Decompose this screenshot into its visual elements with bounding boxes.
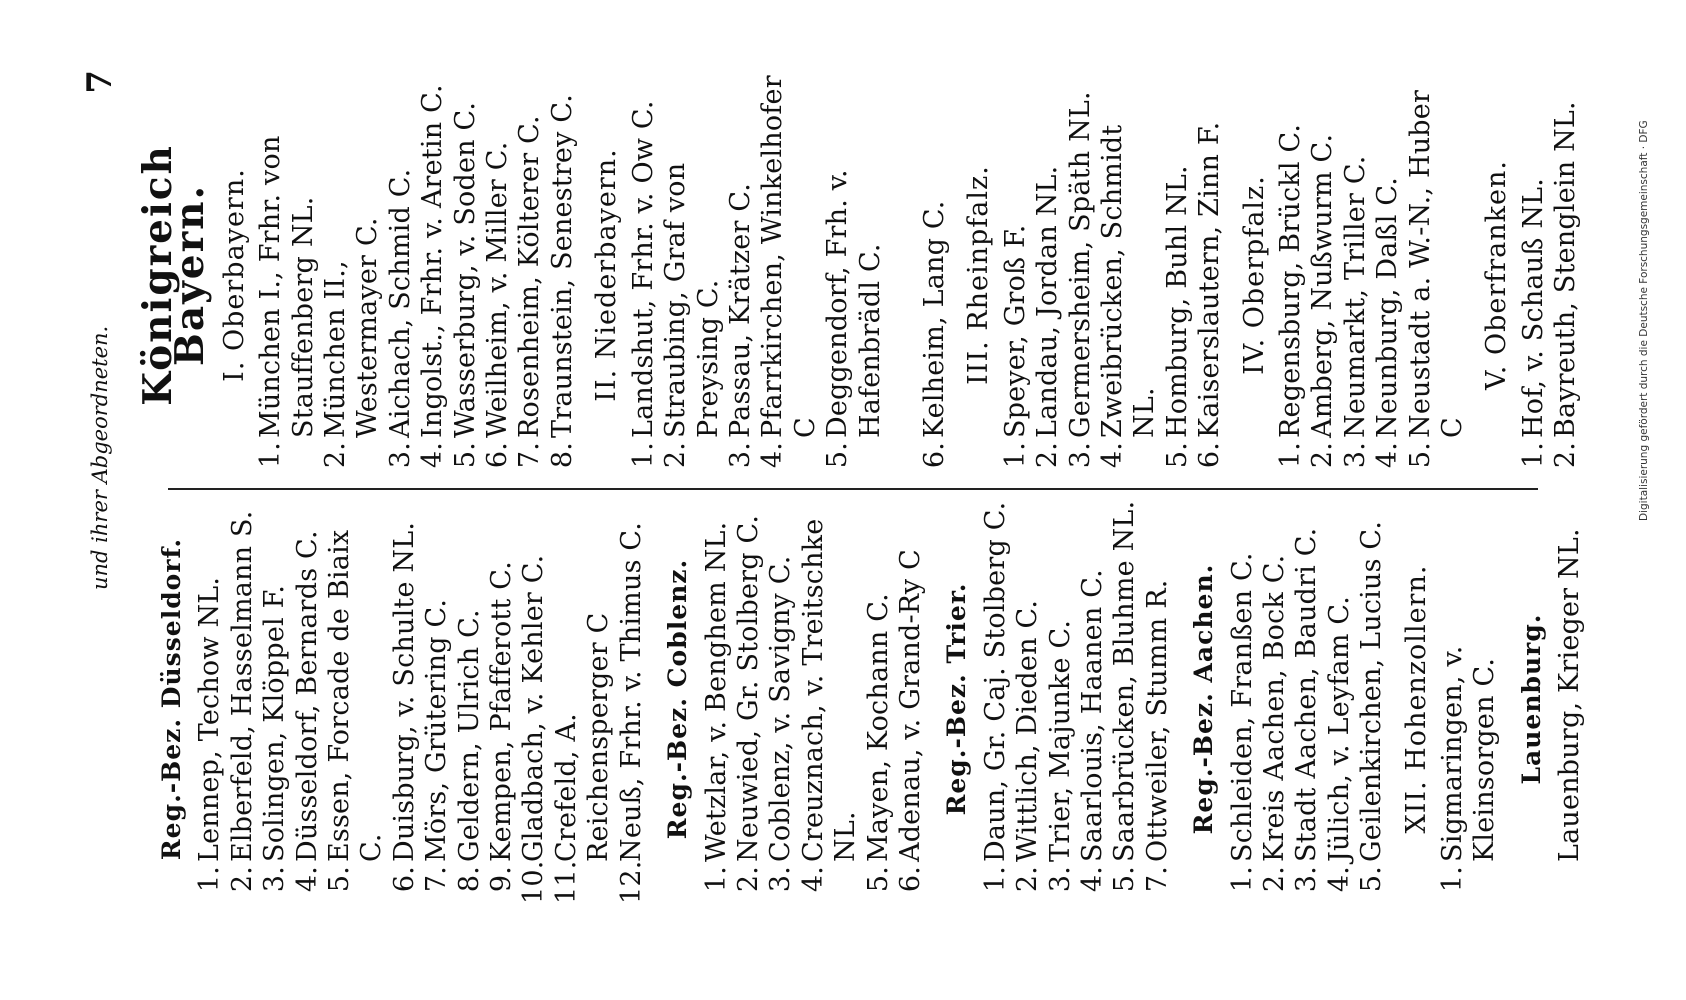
entry-row bbox=[863, 494, 895, 904]
entry-row bbox=[895, 494, 927, 904]
entry-text: Kempen, Pfafferott C. bbox=[486, 561, 518, 862]
entry-row bbox=[1065, 70, 1097, 480]
entry-text: Mörs, Grütering C. bbox=[421, 598, 453, 862]
entry-number: 1. bbox=[1275, 442, 1306, 469]
entry-row bbox=[1437, 494, 1502, 904]
entry-number: 2. bbox=[1550, 442, 1582, 469]
right-column bbox=[135, 70, 1583, 480]
entry-number: 1. bbox=[194, 866, 226, 893]
entry-text: Düsseldorf, Bernards C. bbox=[291, 530, 323, 862]
entry-number: 1. bbox=[700, 866, 732, 893]
entry-number: 1. bbox=[999, 442, 1031, 469]
entry-text: Deggendorf, Frh. v. Hafenbrädl C. bbox=[822, 169, 886, 438]
section-heading: I. Oberbayern. bbox=[218, 168, 250, 382]
entry-row bbox=[1227, 494, 1259, 904]
entry-text: Neunburg, Daßl C. bbox=[1372, 176, 1404, 438]
entry-row bbox=[551, 494, 616, 904]
entry-row bbox=[1000, 70, 1032, 480]
entry-text: Wetzlar, v. Benghem NL. bbox=[700, 521, 732, 862]
entry-text: Mayen, Kochann C. bbox=[862, 593, 894, 862]
entry-text: Passau, Krätzer C. bbox=[724, 182, 756, 438]
section-heading: IV. Oberpfalz. bbox=[1238, 175, 1270, 375]
entry-number: 2. bbox=[320, 442, 352, 469]
entry-row bbox=[292, 494, 324, 904]
entry-text: Saarbrücken, Bluhme NL. bbox=[1109, 500, 1141, 862]
entry-text: Weilheim, v. Miller C. bbox=[482, 141, 514, 438]
entry-text: Wasserburg, v. Soden C. bbox=[449, 101, 481, 438]
entry-row bbox=[798, 494, 863, 904]
entry-text: München I., Frhr. von Stauffenberg NL. bbox=[255, 135, 319, 438]
entry-number: 2. bbox=[226, 866, 258, 893]
entry-text: Speyer, Groß F. bbox=[999, 224, 1031, 438]
entry-row bbox=[1012, 494, 1044, 904]
entry-row bbox=[1097, 70, 1162, 480]
entry-row bbox=[1372, 70, 1404, 480]
section-heading: II. Niederbayern. bbox=[591, 148, 623, 402]
entry-row bbox=[324, 494, 389, 904]
entry-number: 1. bbox=[255, 442, 287, 469]
entry-row bbox=[919, 70, 951, 480]
entry-text: Lennep, Techow NL. bbox=[194, 576, 226, 862]
running-head-title: und ihrer Abgeordneten. bbox=[88, 325, 112, 590]
entry-row bbox=[1324, 494, 1356, 904]
section-heading: Lauenburg. bbox=[1516, 613, 1546, 785]
entry-text: Neuß, Frhr. v. Thimus C. bbox=[615, 521, 647, 862]
entry-row bbox=[628, 70, 660, 480]
entry-number: 2. bbox=[1032, 442, 1064, 469]
column-divider bbox=[168, 488, 1538, 490]
entry-row bbox=[1142, 494, 1174, 904]
page-number: 7 bbox=[80, 70, 120, 94]
entry-row bbox=[1109, 494, 1141, 904]
entry-number: 4. bbox=[417, 442, 449, 469]
entry-row bbox=[1032, 70, 1064, 480]
entry-number: 8. bbox=[453, 866, 485, 893]
entry-text: Amberg, Nußwurm C. bbox=[1307, 133, 1339, 438]
entry-number: 3. bbox=[724, 442, 756, 469]
entry-row bbox=[1077, 494, 1109, 904]
entry-text: Sigmaringen, v. Kleinsorgen C. bbox=[1437, 645, 1501, 862]
entry-text: Crefeld, A. Reichensperger C bbox=[550, 612, 615, 862]
entry-row bbox=[259, 494, 291, 904]
entry-text: Creuznach, v. Treitschke NL. bbox=[797, 518, 862, 862]
entry-number: 6. bbox=[1194, 442, 1226, 469]
entry-row bbox=[385, 70, 417, 480]
entry-number: 3. bbox=[259, 866, 291, 893]
entry-row bbox=[1275, 70, 1307, 480]
entry-text: Jülich, v. Leyfam C. bbox=[1323, 595, 1355, 862]
entry-number: 7. bbox=[1141, 866, 1173, 893]
section-heading: Reg.-Bez. Trier. bbox=[942, 582, 972, 816]
entry-text: Traunstein, Senestrey C. bbox=[546, 93, 578, 438]
entry-text: Essen, Forcade de Biaix C. bbox=[324, 529, 388, 862]
entry-row bbox=[616, 494, 648, 904]
entry-number: 1. bbox=[1517, 442, 1549, 469]
entry-number: 5. bbox=[1161, 442, 1193, 469]
entry-number: 6. bbox=[388, 866, 420, 893]
entry-text: Schleiden, Franßen C. bbox=[1226, 552, 1258, 862]
entry-number: 1. bbox=[979, 866, 1011, 893]
section-heading: V. Oberfranken. bbox=[1481, 160, 1513, 390]
entry-number: 5. bbox=[822, 442, 854, 469]
entry-row bbox=[482, 70, 514, 480]
entry-number: 3. bbox=[1339, 442, 1371, 469]
entry-text: Landshut, Frhr. v. Ow C. bbox=[627, 100, 659, 438]
entry-number: 4. bbox=[1076, 866, 1108, 893]
entry-text: München II., Westermayer C. bbox=[320, 217, 384, 438]
entry-number: 6. bbox=[482, 442, 514, 469]
entry-text: Homburg, Buhl NL. bbox=[1161, 165, 1193, 438]
entry-number: 1. bbox=[627, 442, 659, 469]
entry-row bbox=[822, 70, 887, 480]
entry-text: Ottweiler, Stumm R. bbox=[1141, 579, 1173, 862]
entry-number: 1. bbox=[1437, 866, 1469, 893]
entry-text: Adenau, v. Grand-Ry C bbox=[894, 549, 926, 862]
entry-row bbox=[514, 70, 546, 480]
entry-text: Pfarrkirchen, Winkelhofer C bbox=[757, 75, 821, 438]
entry-text: Landau, Jordan NL. bbox=[1032, 165, 1064, 438]
entry-row bbox=[547, 70, 579, 480]
entry-row bbox=[417, 70, 449, 480]
entry-number: 3. bbox=[384, 442, 416, 469]
entry-text: Germersheim, Späth NL. bbox=[1064, 91, 1096, 438]
entry-text: Saarlouis, Haanen C. bbox=[1076, 569, 1108, 862]
entry-number: 6. bbox=[918, 442, 950, 469]
entry-row bbox=[1554, 494, 1586, 904]
entry-row bbox=[450, 70, 482, 480]
section-heading: Reg.-Bez. Aachen. bbox=[1189, 563, 1219, 835]
entry-number: 4. bbox=[291, 866, 323, 893]
entry-number: 4. bbox=[757, 442, 789, 469]
entry-text: Kelheim, Lang C. bbox=[918, 200, 950, 438]
entry-number: 10. bbox=[518, 860, 550, 904]
entry-text: Aichach, Schmid C. bbox=[384, 168, 416, 438]
entry-text: Bayreuth, Stenglein NL. bbox=[1550, 101, 1582, 438]
entry-number: 6. bbox=[894, 866, 926, 893]
entry-row bbox=[1259, 494, 1291, 904]
entry-row bbox=[757, 70, 822, 480]
entry-number: 5. bbox=[1404, 442, 1436, 469]
section-heading: III. Rheinpfalz. bbox=[963, 165, 995, 385]
entry-text: Coblenz, v. Savigny C. bbox=[765, 555, 797, 862]
entry-number: 3. bbox=[1064, 442, 1096, 469]
entry-number: 2. bbox=[660, 442, 692, 469]
entry-number: 2. bbox=[1307, 442, 1339, 469]
entry-number: 4. bbox=[1323, 866, 1355, 893]
entry-row bbox=[486, 494, 518, 904]
entry-row bbox=[1307, 70, 1339, 480]
entry-text: Neuwied, Gr. Stolberg C. bbox=[732, 514, 764, 862]
entry-text: Duisburg, v. Schulte NL. bbox=[388, 521, 420, 862]
entry-text: Neumarkt, Triller C. bbox=[1339, 155, 1371, 438]
entry-number: 5. bbox=[324, 866, 356, 893]
entry-number: 5. bbox=[1109, 866, 1141, 893]
entry-number: 4. bbox=[1096, 442, 1128, 469]
entry-row bbox=[1045, 494, 1077, 904]
entry-row bbox=[765, 494, 797, 904]
entry-row bbox=[518, 494, 550, 904]
left-column bbox=[142, 494, 1587, 904]
entry-text: Regensburg, Brückl C. bbox=[1275, 123, 1306, 438]
entry-number: 8. bbox=[546, 442, 578, 469]
running-head bbox=[80, 70, 128, 890]
entry-text: Kreis Aachen, Bock C. bbox=[1259, 554, 1290, 862]
entry-row bbox=[701, 494, 733, 904]
entry-number: 7. bbox=[514, 442, 546, 469]
entry-number: 3. bbox=[1044, 866, 1076, 893]
entry-text: Daun, Gr. Caj. Stolberg C. bbox=[979, 501, 1011, 862]
entry-row bbox=[1405, 70, 1470, 480]
entry-row bbox=[1162, 70, 1194, 480]
entry-row bbox=[421, 494, 453, 904]
digitization-note: Digitalisierung gefördert durch die Deutsche Forschungsgemeinschaft · DFG bbox=[1638, 120, 1650, 521]
section-heading: XII. Hohenzollern. bbox=[1400, 564, 1432, 834]
entry-row bbox=[194, 494, 226, 904]
entry-text: Lauenburg, Krieger NL. bbox=[1554, 528, 1586, 862]
entry-text: Solingen, Klöppel F. bbox=[259, 584, 291, 862]
entry-row bbox=[454, 494, 486, 904]
entry-text: Rosenheim, Költerer C. bbox=[514, 115, 546, 438]
entry-number: 3. bbox=[765, 866, 797, 893]
entry-text: Wittlich, Dieden C. bbox=[1012, 599, 1044, 862]
entry-text: Geldern, Ulrich C. bbox=[453, 609, 485, 862]
entry-number: 4. bbox=[797, 866, 829, 893]
entry-text: Zweibrücken, Schmidt NL. bbox=[1096, 124, 1161, 438]
entry-row bbox=[660, 70, 725, 480]
section-heading: Königreich Bayern. bbox=[135, 144, 214, 406]
entry-row bbox=[1550, 70, 1582, 480]
entry-row bbox=[1356, 494, 1388, 904]
entry-number: 1. bbox=[1226, 866, 1258, 893]
entry-spacer bbox=[887, 70, 919, 480]
entry-number: 5. bbox=[449, 442, 481, 469]
entry-number: 7. bbox=[421, 866, 453, 893]
entry-number: 4. bbox=[1372, 442, 1404, 469]
entry-row bbox=[227, 494, 259, 904]
entry-row bbox=[1194, 70, 1226, 480]
section-heading: Reg.-Bez. Coblenz. bbox=[663, 558, 693, 840]
entry-number: 9. bbox=[486, 866, 518, 893]
entry-text: Straubing, Graf von Preysing C. bbox=[660, 162, 724, 438]
entry-row bbox=[1518, 70, 1550, 480]
entry-text: Trier, Majunke C. bbox=[1044, 619, 1076, 862]
entry-text: Neustadt a. W.-N., Huber C bbox=[1404, 89, 1469, 438]
entry-number: 2. bbox=[732, 866, 764, 893]
entry-number: 5. bbox=[862, 866, 894, 893]
entry-row bbox=[1291, 494, 1323, 904]
entry-text: Hof, v. Schauß NL. bbox=[1517, 177, 1549, 438]
entry-row bbox=[980, 494, 1012, 904]
entry-number: 2. bbox=[1012, 866, 1044, 893]
entry-row bbox=[320, 70, 385, 480]
entry-text: Gladbach, v. Kehler C. bbox=[518, 554, 550, 862]
entry-number: 3. bbox=[1291, 866, 1323, 893]
entry-row bbox=[255, 70, 320, 480]
entry-text: Stadt Aachen, Baudri C. bbox=[1291, 527, 1323, 862]
entry-text: Kaiserslautern, Zinn F. bbox=[1194, 121, 1226, 438]
entry-number: 2. bbox=[1259, 866, 1290, 893]
entry-row bbox=[725, 70, 757, 480]
entry-text: Elberfeld, Hasselmann S. bbox=[226, 510, 258, 862]
entry-text: Geilenkirchen, Lucius C. bbox=[1356, 520, 1388, 862]
entry-number: 11. bbox=[550, 860, 582, 904]
entry-number: 5. bbox=[1356, 866, 1388, 893]
entry-row bbox=[1340, 70, 1372, 480]
entry-row bbox=[389, 494, 421, 904]
entry-row bbox=[733, 494, 765, 904]
section-heading: Reg.-Bez. Düsseldorf. bbox=[157, 537, 186, 861]
entry-number: 12. bbox=[615, 860, 647, 904]
entry-text: Ingolst., Frhr. v. Aretin C. bbox=[417, 84, 449, 438]
